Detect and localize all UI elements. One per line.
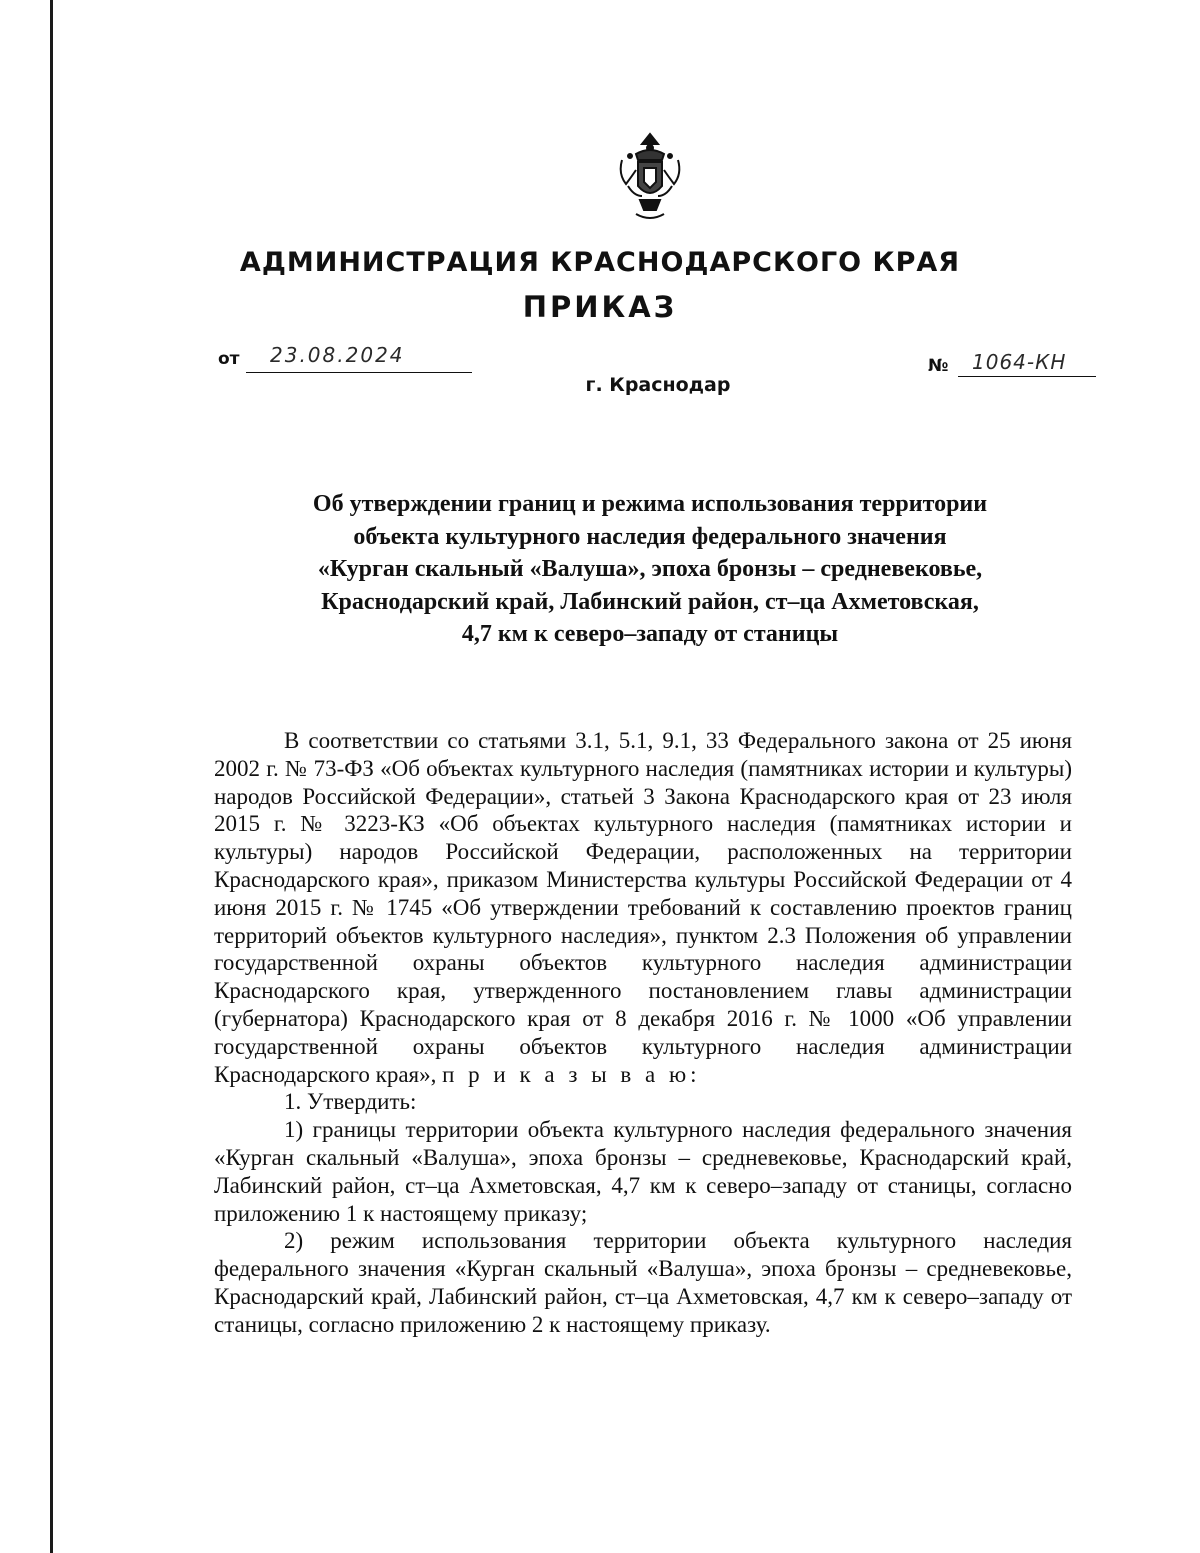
item-1: 1. Утвердить: xyxy=(284,1089,417,1115)
subject-line: Краснодарский край, Лабинский район, ст–ца Ахметовская, xyxy=(321,588,979,615)
document-subject xyxy=(250,488,1050,651)
item-1-1: 1) границы территории объекта культурного наследия федерального значения «Курган скальный «Валуша», эпоха бронзы – средневековье, Краснодарский край, Лабинский район, ст–ца Ахметовская, 4,7 км к северо–западу от станицы, согласно приложению 1 к настоящему приказу; xyxy=(214,1117,1072,1226)
date-underline xyxy=(246,372,472,373)
order-word: п р и к а з ы в а ю: xyxy=(442,1061,701,1087)
item-1-2: 2) режим использования территории объекта культурного наследия федерального значения «Курган скальный «Валуша», эпоха бронзы – средневековье, Краснодарский край, Лабинский район, ст–ца Ахметовская, 4,7 км к северо–западу от станицы, согласно приложению 2 к настоящему приказу. xyxy=(214,1228,1072,1337)
organization-name: АДМИНИСТРАЦИЯ КРАСНОДАРСКОГО КРАЯ xyxy=(239,247,961,278)
document-body xyxy=(214,727,1072,1339)
number-value: 1064-КН xyxy=(972,350,1067,374)
subject-line: 4,7 км к северо–западу от станицы xyxy=(461,621,839,647)
preamble-text: В соответствии со статьями 3.1, 5.1, 9.1, 33 Федерального закона от 25 июня 2002 г. № 73-ФЗ «Об объектах культурного наследия (памятниках истории и культуры) народов Российской Федерации», статьей 3 Закона Краснодарского края от 23 июля 2015 г. № 3223-КЗ «Об объектах культурного наследия (памятниках истории и культуры) народов Российской Федерации, расположенных на территории Краснодарского края», приказом Министерства культуры Российской Федерации от 4 июня 2015 г. № 1745 «Об утверждении требований к составлению проектов границ территорий объектов культурного наследия», пунктом 2.3 Положения об управлении государственной охраны объектов культурного наследия администрации Краснодарского края, утвержденного постановлением главы администрации (губернатора) Краснодарского края от 8 декабря 2016 г. № 1000 «Об управлении государственной охраны объектов культурного наследия администрации Краснодарского края», xyxy=(214,728,1072,1087)
preamble-paragraph xyxy=(214,727,1072,1088)
page-edge-line xyxy=(50,0,53,1553)
subject-line: объекта культурного наследия федерального значения xyxy=(353,523,947,550)
date-label: от xyxy=(218,349,240,369)
subject-line: «Курган скальный «Валуша», эпоха бронзы – средневековье, xyxy=(317,556,983,582)
coat-of-arms-icon xyxy=(612,130,688,222)
number-label: № xyxy=(928,356,949,376)
date-value: 23.08.2024 xyxy=(270,343,405,367)
document-type: ПРИКАЗ xyxy=(522,290,678,324)
city: г. Краснодар xyxy=(585,374,731,396)
subject-line: Об утверждении границ и режима использования территории xyxy=(312,491,988,517)
